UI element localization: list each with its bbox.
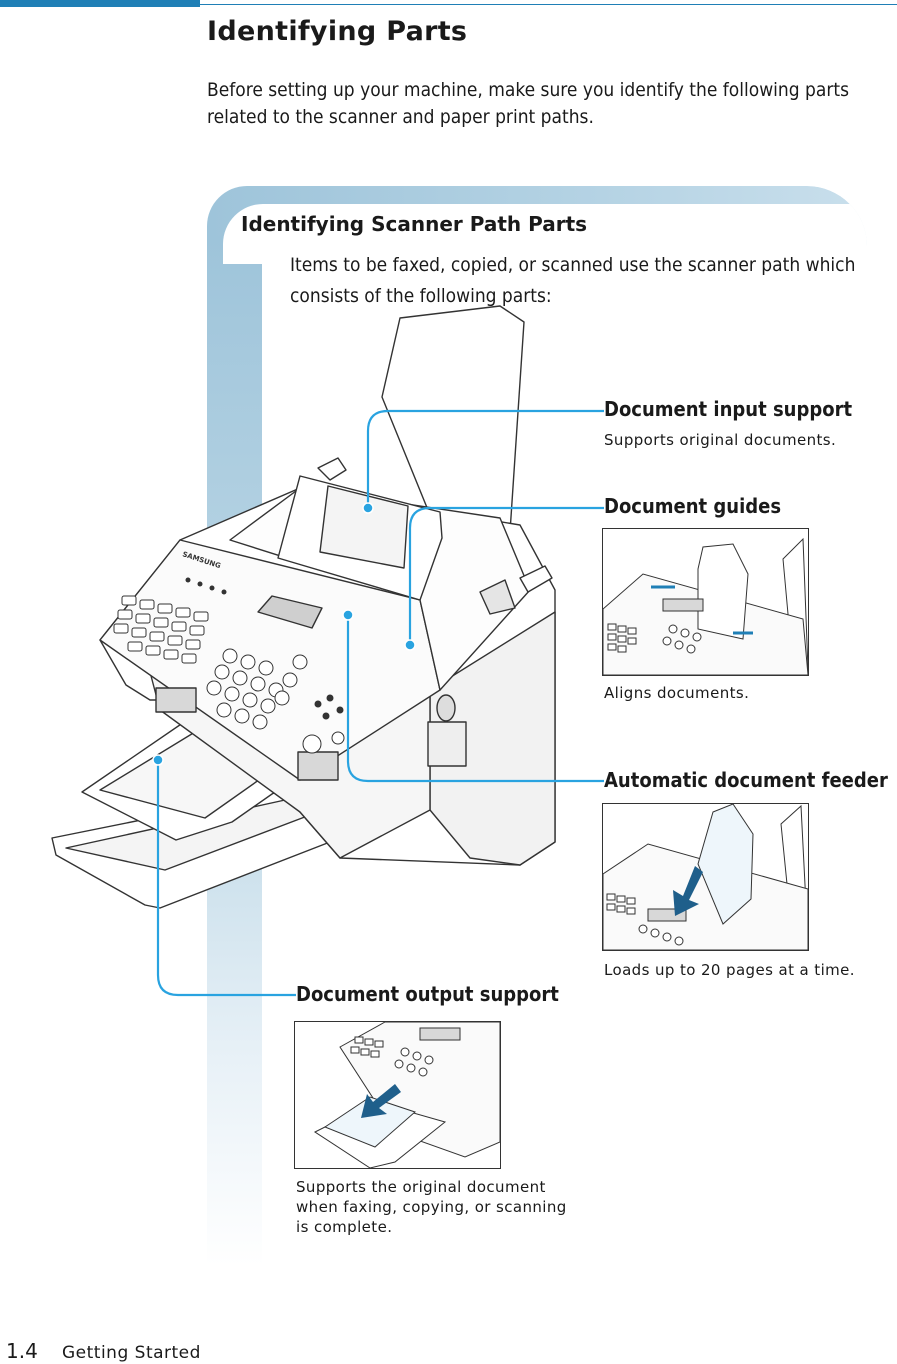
feeder-thumbnail	[602, 803, 809, 951]
section-title: Identifying Scanner Path Parts	[241, 212, 588, 236]
caption-document-guides: Aligns documents.	[604, 684, 750, 702]
caption-document-input-support: Supports original documents.	[604, 431, 837, 449]
callout-dot-feeder	[343, 610, 353, 620]
section-intro: Items to be faxed, copied, or scanned use the scanner path which consists of the following parts:	[290, 254, 856, 307]
document-guides-thumbnail	[602, 528, 809, 676]
label-automatic-document-feeder: Automatic document feeder	[604, 768, 888, 792]
callout-dot-guides	[405, 640, 415, 650]
label-document-input-support: Document input support	[604, 397, 853, 421]
page-title: Identifying Parts	[207, 16, 468, 47]
caption-automatic-document-feeder: Loads up to 20 pages at a time.	[604, 961, 855, 979]
feeder-illustration	[603, 804, 808, 950]
label-document-output-support: Document output support	[296, 982, 559, 1006]
caption-document-output-support: Supports the original document when faxing, copying, or scanning is complete.	[296, 1178, 567, 1236]
label-document-guides: Document guides	[604, 494, 782, 518]
document-guides-illustration	[603, 529, 808, 675]
callout-dot-output-support	[153, 755, 163, 765]
callout-dot-input-support	[363, 503, 373, 513]
output-support-illustration	[295, 1022, 500, 1168]
page-number: 1.4	[6, 1339, 38, 1363]
footer-section-title: Getting Started	[62, 1343, 201, 1363]
brand-logo: SAMSUNG	[181, 550, 222, 571]
page-intro: Before setting up your machine, make sure you identify the following parts related to the scanner and paper print paths.	[207, 79, 850, 128]
output-support-thumbnail	[294, 1021, 501, 1169]
